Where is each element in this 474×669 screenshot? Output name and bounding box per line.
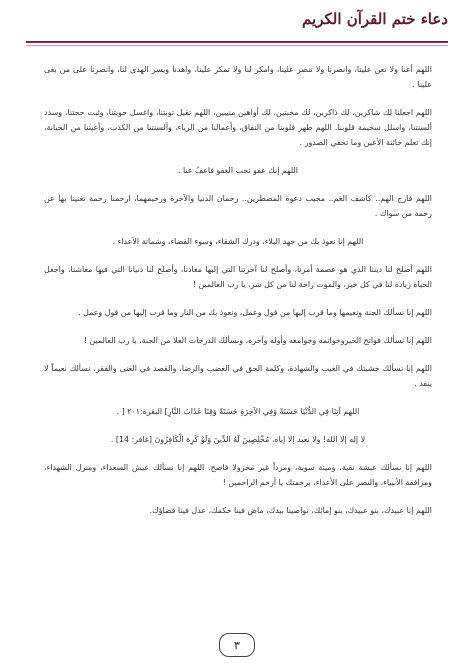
paragraph: اللهم أعنا ولا تعن علينا، وانصرنا ولا تنصر علينا، وامكر لنا ولا تمكر علينا، واهدنا ويسر الهدى لنا، وانصرنا على من بغى علينا . xyxy=(44,65,432,89)
paragraph: اللهم إنا نسألك عيشة نقية، وميتة سوية، ومرداً غير مخزولا فاضح. اللهم إنا نسألك عيش السعداء، ومنزل الشهداء، ومرافقة الأنبياء، والنصر على الأعداء، برحمتك يا أرحم الراحمين ! xyxy=(44,463,432,487)
paragraph: اللهم أصلح لنا ديننا الذي هو عصمة أمرنا، وأصلح لنا آخرتنا التي إليها معادنا، وأصلح لنا دنيانا التي فيها معاشنا، واجعل الحياة زيادة لنا في كل خير، والموت راحة لنا من كل شر، يا رب العالمين ! xyxy=(44,265,432,289)
page-number-frame xyxy=(219,633,255,657)
paragraph: اللهم إنا نسألك فواتح الخيروخواتمه وجوامعه وأوله وآخره، ونسألك الدرجات العلا من الجنة، يا رب العالمين ! xyxy=(83,336,432,345)
paragraph: اللهم آتِنَا فِي الدُّنْيَا حَسَنَةً وَفِي الآخِرَةِ حَسَنَةً وَقِنَا عَذَابَ النَّارِ] البقرة:٢٠١ [ . xyxy=(116,407,360,416)
paragraph: لا إله إلا الله! ولا نعبد إلا إياه، مُخْلِصِينَ لَهُ الدِّينَ وَلَوْ كَرِهَ الْكَافِرُونَ [غافر: 14] . xyxy=(110,435,366,444)
paragraph: اللهم فارج الهم.. كاشف الغم.. مجيب دعوة المضطرين.. رحمان الدنيا والآخرة ورحيمهما، ارحمنا رحمة تغنينا بها عن رحمة من سواك . xyxy=(44,194,432,218)
header-divider-thin xyxy=(26,45,448,46)
paragraph: اللهم إنا نسألك خشيتك في الغيب والشهادة، وكلمة الحق في الغضب والرضا، والقصد في الغنى والفقر، نسألك نعيماً لا ينفد . xyxy=(44,364,432,388)
paragraph: اللهم إنا نسألك الجنة ونعيمها وما قرب إليها من قول وعمل، ونعوذ بك من النار وما قرب إليها من قول وعمل . xyxy=(78,308,432,317)
paragraph: اللهم إنا نعوذ بك من جهد البلاء، ودرك الشقاء، وسوء القضاء، وشماتة الأعداء . xyxy=(112,237,364,246)
page-header-title: دعاء ختم القرآن الكريم xyxy=(302,10,448,28)
paragraph: اللهم إنا عبيدك، بنو عبيدك، بنو إمائك، نواصينا بيدك، ماض فينا حكمك، عدل فينا قضاؤك. xyxy=(149,506,432,515)
paragraph: اللهم إنك عفو تحب العفو فاعفُ عنا . xyxy=(177,166,299,175)
paragraph: اللهم اجعلنا لك شاكرين، لك ذاكرين، لك مخبتين، لك أواهين منيبين، اللهم تقبل توبتنا، واغسل حوبتنا، وثبت حجتنا، وسدد ألسنتنا، واسلل سخيمة قلوبنا. اللهم طهر قلوبنا من النفاق، وأعمالنا من الرياء، وألسنتنا من الكذب، وأعيننا من الخيانة، إنك تعلم خائنة الأعين وما تخفي الصدور . xyxy=(44,108,432,147)
document-body xyxy=(44,62,432,531)
header-divider xyxy=(26,41,448,43)
page-number: ٣ xyxy=(234,638,240,652)
